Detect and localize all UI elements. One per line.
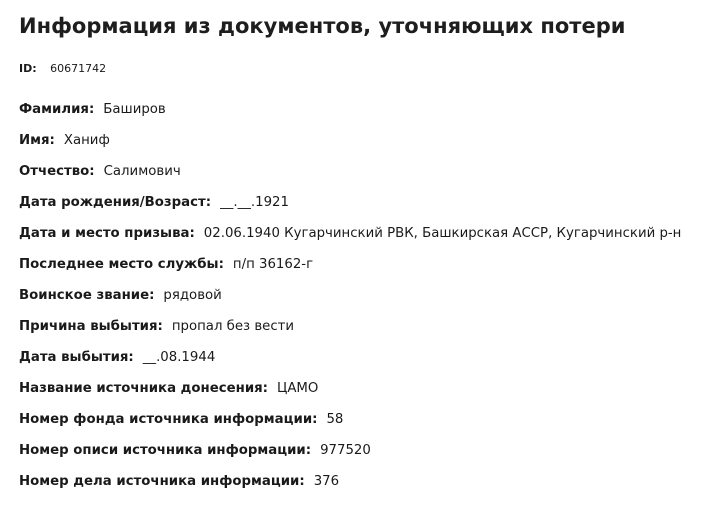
field-value: Баширов [103,102,166,117]
field-case-number [19,474,681,505]
field-fund-number [19,412,681,443]
field-patronymic [19,164,681,195]
field-label: Воинское звание: [19,288,155,303]
field-source-name [19,381,681,412]
field-birth-date [19,195,681,226]
field-rank [19,288,681,319]
field-conscription [19,226,681,257]
field-value: 376 [313,474,340,489]
field-label: Номер фонда источника информации: [19,412,318,427]
field-value: ЦАМО [277,381,319,396]
field-value: рядовой [163,288,222,303]
field-label: Название источника донесения: [19,381,269,396]
field-loss-date [19,350,681,381]
field-label: Фамилия: [19,102,95,117]
field-label: Отчество: [19,164,95,179]
field-label: Дата рождения/Возраст: [19,195,212,210]
field-label: Номер описи источника информации: [19,443,312,458]
field-label: Имя: [19,133,55,148]
field-value: 02.06.1940 Кугарчинский РВК, Башкирская АССР, Кугарчинский р-н [203,226,682,241]
field-value: 977520 [320,443,371,458]
record-fields [19,102,681,505]
field-value: п/п 36162-г [232,257,314,272]
field-inventory-number [19,443,681,474]
field-loss-reason [19,319,681,350]
page-title: Информация из документов, уточняющих потери [19,14,626,38]
record-id-label: ID: [19,62,37,75]
field-value: __.__.1921 [220,195,289,210]
record-page [19,0,712,504]
field-first-name [19,133,681,164]
field-value: Салимович [103,164,181,179]
field-last-unit [19,257,681,288]
field-value: пропал без вести [171,319,295,334]
field-label: Дата выбытия: [19,350,134,365]
field-value: Ханиф [63,133,110,148]
field-value: 58 [326,412,344,427]
field-label: Дата и место призыва: [19,226,195,241]
field-label: Последнее место службы: [19,257,224,272]
field-label: Номер дела источника информации: [19,474,305,489]
record-id-value: 60671742 [50,62,107,75]
field-value: __.08.1944 [142,350,216,365]
record-id [19,62,106,75]
field-surname [19,102,681,133]
field-label: Причина выбытия: [19,319,163,334]
